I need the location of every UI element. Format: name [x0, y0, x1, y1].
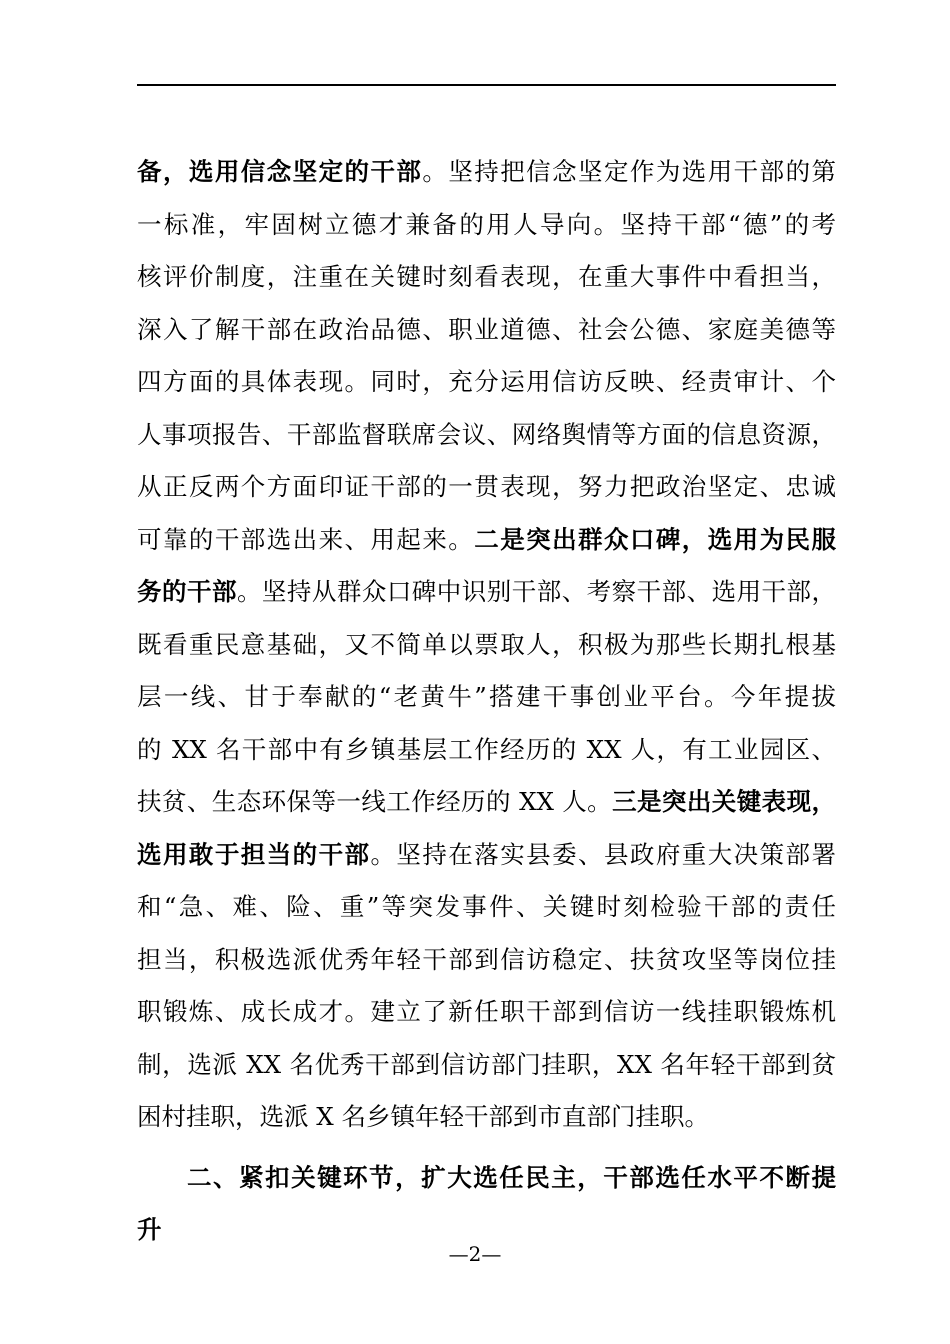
- paragraph-line: 深入了解干部在政治品德、职业道德、社会公德、家庭美德等: [137, 314, 836, 344]
- paragraph-line: 既看重民意基础，又不简单以票取人，积极为那些长期扎根基: [137, 629, 836, 659]
- paragraph-line: 制，选派 XX 名优秀干部到信访部门挂职，XX 名年轻干部到贫: [137, 1049, 836, 1079]
- paragraph-line: 担当，积极选派优秀年轻干部到信访稳定、扶贫攻坚等岗位挂: [137, 944, 836, 974]
- emphasis-text: 选用敢于担当的干部: [137, 839, 371, 869]
- section-heading-continuation: 升: [137, 1215, 162, 1244]
- paragraph-line: [137, 829, 836, 882]
- paragraph-line: 人事项报告、干部监督联席会议、网络舆情等方面的信息资源，: [137, 419, 836, 449]
- header-rule: [137, 84, 836, 86]
- paragraph-line: 的 XX 名干部中有乡镇基层工作经历的 XX 人，有工业园区、: [137, 734, 836, 764]
- paragraph-line: [137, 776, 836, 829]
- paragraph-line: 和“急、难、险、重”等突发事件、关键时刻检验干部的责任: [137, 892, 836, 921]
- page-number: —2—: [448, 1242, 502, 1266]
- paragraph-line: 层一线、甘于奉献的“老黄牛”搭建干事创业平台。今年提拔: [137, 682, 836, 711]
- line-text: 。坚持在落实县委、县政府重大决策部署: [370, 839, 837, 869]
- paragraph-line: 核评价制度，注重在关键时刻看表现，在重大事件中看担当，: [137, 262, 836, 291]
- paragraph-line: 职锻炼、成长成才。建立了新任职干部到信访一线挂职锻炼机: [137, 997, 836, 1026]
- emphasis-text: 二是突出群众口碑，选用为民服: [474, 524, 836, 554]
- section-heading: 二、紧扣关键环节，扩大选任民主，干部选任水平不断提: [187, 1162, 836, 1192]
- line-text: 。坚持把信念坚定作为选用干部的第: [422, 157, 837, 186]
- paragraph-line: 四方面的具体表现。同时，充分运用信访反映、经责审计、个: [137, 367, 836, 396]
- emphasis-text: 三是突出关键表现，: [612, 787, 836, 816]
- paragraph-line: 从正反两个方面印证干部的一贯表现，努力把政治坚定、忠诚: [137, 472, 836, 501]
- line-text: 可靠的干部选出来、用起来。: [137, 524, 475, 554]
- emphasis-text: 备，选用信念坚定的干部: [137, 157, 423, 186]
- line-text: 扶贫、生态环保等一线工作经历的 XX 人。: [137, 787, 613, 816]
- paragraph-gap: [137, 1144, 836, 1152]
- paragraph-line: [137, 566, 836, 619]
- paragraph-line: [137, 514, 836, 567]
- paragraph-line: 一标准，牢固树立德才兼备的用人导向。坚持干部“德”的考: [137, 209, 836, 239]
- paragraph-line: 困村挂职，选派 X 名乡镇年轻干部到市直部门挂职。: [137, 1102, 710, 1131]
- emphasis-text: 务的干部: [137, 577, 237, 606]
- body-text: [137, 146, 836, 1257]
- paragraph-line: [137, 146, 836, 199]
- line-text: 。坚持从群众口碑中识别干部、考察干部、选用干部，: [236, 577, 837, 606]
